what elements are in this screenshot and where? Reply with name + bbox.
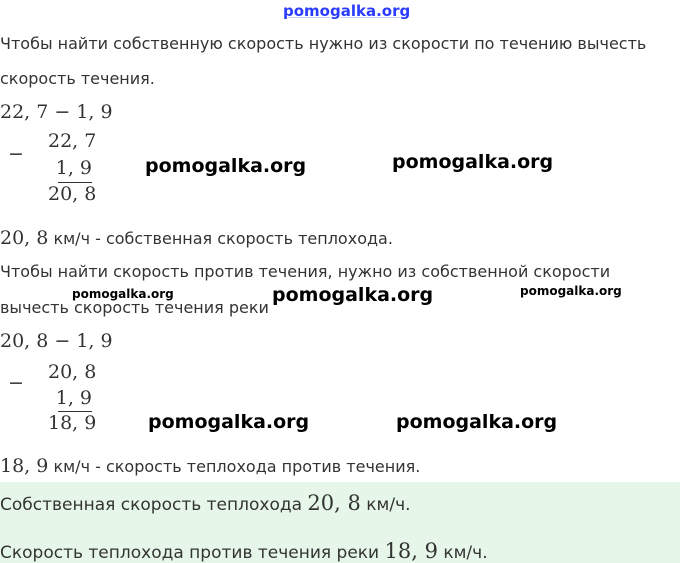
watermark-text: pomogalka.org [520, 284, 622, 298]
answer-line2-value: 18, 9 [384, 539, 438, 563]
calc1-subtrahend: 1, 9 [55, 157, 92, 179]
calc2-subtrahend: 1, 9 [55, 387, 92, 409]
calc1-minus-sign: − [8, 143, 24, 165]
calc1-expression: 22, 7 − 1, 9 [0, 101, 113, 123]
calc1-minuend: 22, 7 [48, 130, 97, 152]
result2-value: 18, 9 [0, 455, 49, 477]
intro-text-line1: Чтобы найти собственную скорость нужно из скорости по течению вычесть [0, 34, 647, 53]
answer-line1-prefix: Собственная скорость теплохода [0, 495, 308, 515]
answer-line2-suffix: км/ч. [437, 543, 488, 563]
watermark-link[interactable]: pomogalka.org [283, 2, 411, 20]
watermark-text: pomogalka.org [145, 155, 307, 177]
intro-text-line2: скорость течения. [0, 69, 155, 88]
answer-line2-prefix: Скорость теплохода против течения реки [0, 543, 385, 563]
calc2-result: 18, 9 [48, 412, 97, 434]
result1-value: 20, 8 [0, 227, 49, 249]
calc2-minuend: 20, 8 [48, 361, 97, 383]
watermark-text: pomogalka.org [396, 411, 558, 433]
answer-line1-value: 20, 8 [307, 491, 361, 515]
answer-line2 [0, 539, 488, 563]
result1-text: км/ч - собственная скорость теплохода. [48, 229, 393, 248]
result2-line [0, 455, 420, 477]
intro2-text-line2: вычесть скорость течения реки [0, 298, 269, 317]
answer-line1 [0, 491, 411, 515]
watermark-text: pomogalka.org [148, 411, 310, 433]
calc2-expression: 20, 8 − 1, 9 [0, 330, 113, 352]
result1-line [0, 227, 393, 249]
answer-line1-suffix: км/ч. [360, 495, 411, 515]
answer-block [0, 482, 680, 563]
calc1-result: 20, 8 [48, 183, 97, 205]
watermark-text: pomogalka.org [72, 287, 174, 301]
watermark-text: pomogalka.org [392, 151, 554, 173]
watermark-text: pomogalka.org [272, 284, 434, 306]
intro2-text-line1: Чтобы найти скорость против течения, нужно из собственной скорости [0, 262, 611, 281]
calc2-minus-sign: − [8, 372, 24, 394]
result2-text: км/ч - скорость теплохода против течения. [48, 457, 421, 476]
